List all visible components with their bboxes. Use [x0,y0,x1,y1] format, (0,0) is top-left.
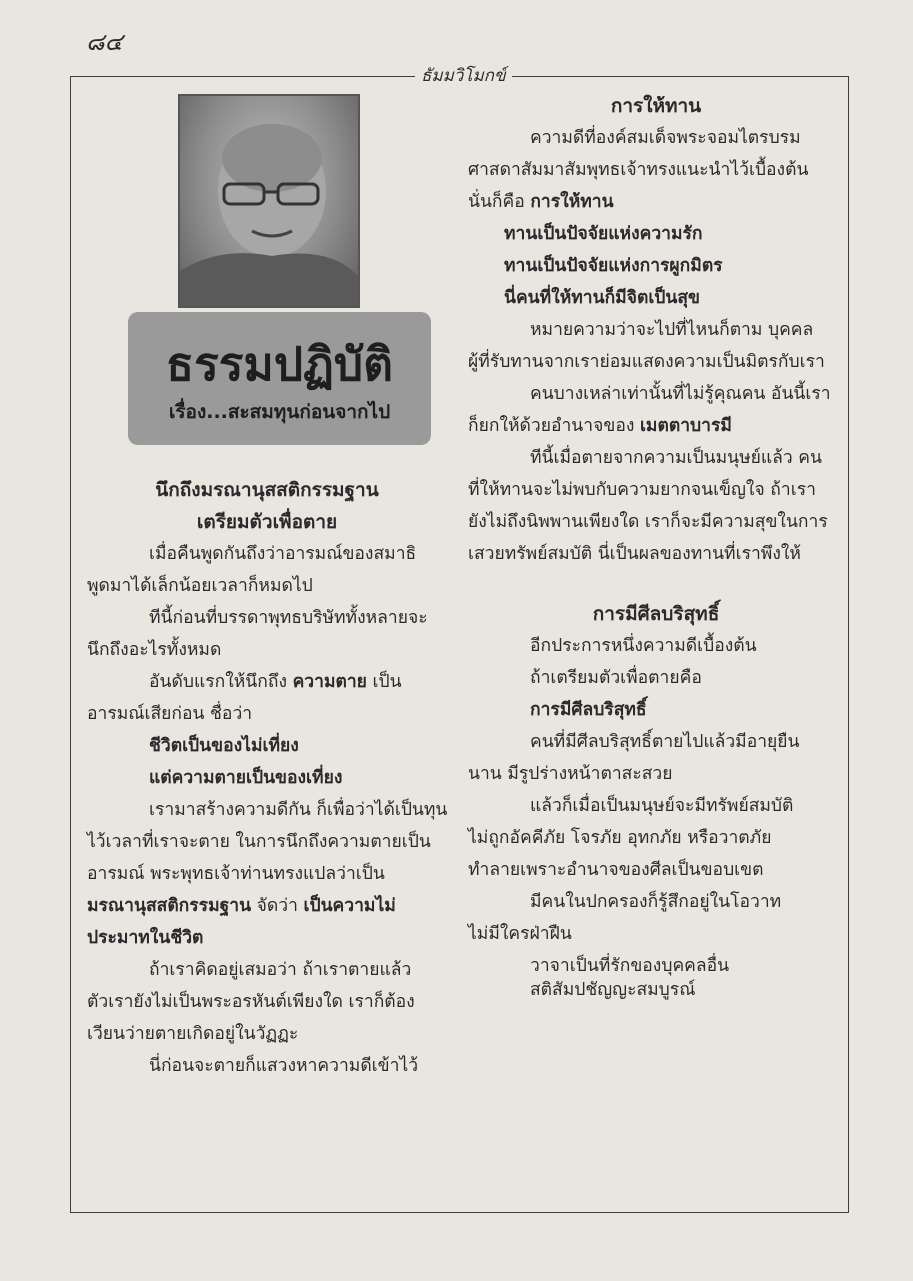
paragraph-line: คนบางเหล่าเท่านั้นที่ไม่รู้คุณคน อันนี้เรา [530,384,831,404]
paragraph-line: ไม่ถูกอัคคีภัย โจรภัย อุทกภัย หรือวาตภัย [468,828,772,848]
heading: ชีวิตเป็นของไม่เที่ยง [149,736,299,756]
paragraph-line: วาจาเป็นที่รักของบุคคลอื่น [530,956,730,976]
heading: นึกถึงมรณานุสสติกรรมฐาน [155,479,379,501]
heading: เตรียมตัวเพื่อตาย [196,511,338,533]
paragraph-line: เวียนว่ายตายเกิดอยู่ในวัฏฏะ [87,1024,299,1044]
heading: นี่คนที่ให้ทานก็มีจิตเป็นสุข [504,288,701,308]
paragraph-line: หมายความว่าจะไปที่ไหนก็ตาม บุคคล [530,320,814,340]
heading: การมีศีลบริสุทธิ์ [530,700,647,720]
page-number: ๘๔ [86,28,123,56]
paragraph-line: มีคนในปกครองก็รู้สึกอยู่ในโอวาท [530,892,782,912]
paragraph-line: ทีนี้ก่อนที่บรรดาพุทธบริษัททั้งหลายจะ [149,608,428,628]
paragraph-line: เรามาสร้างความดีกัน ก็เพื่อว่าได้เป็นทุน [149,800,448,820]
article-title: ธรรมปฏิบัติ [166,337,393,391]
heading: การมีศีลบริสุทธิ์ [592,603,720,625]
paragraph-line: ตัวเรายังไม่เป็นพระอรหันต์เพียงใด เราก็ต้อง [87,992,415,1012]
title-banner [128,312,431,445]
heading: การให้ทาน [610,95,702,117]
paragraph-line: ยังไม่ถึงนิพพานเพียงใด เราก็จะมีความสุขในการ [468,512,828,532]
paragraph-line: ทำลายเพราะอำนาจของศีลเป็นขอบเขต [468,860,764,880]
paragraph-line: มรณานุสสติกรรมฐาน จัดว่า เป็นความไม่ [87,896,396,916]
paragraph-line: อันดับแรกให้นึกถึง ความตาย เป็น [149,672,402,692]
paragraph-line: นาน มีรูปร่างหน้าตาสะสวย [468,764,673,784]
paragraph-line: เสวยทรัพย์สมบัติ นี่เป็นผลของทานที่เราพึงให้ [468,544,801,564]
paragraph-line: อารมณ์เสียก่อน ชื่อว่า [87,704,253,724]
paragraph-line: ก็ยกให้ด้วยอำนาจของ เมตตาบารมี [468,416,732,436]
paragraph-line: ถ้าเตรียมตัวเพื่อตายคือ [530,668,702,688]
paragraph-line: ไม่มีใครฝ่าฝืน [468,924,572,944]
heading: ทานเป็นปัจจัยแห่งการผูกมิตร [504,256,723,276]
paragraph-line: นี่ก่อนจะตายก็แสวงหาความดีเข้าไว้ [149,1056,419,1076]
right-column [468,96,844,1000]
monk-portrait-photo [178,94,360,308]
paragraph-line: ทีนี้เมื่อตายจากความเป็นมนุษย์แล้ว คน [530,448,822,468]
paragraph-line: เมื่อคืนพูดกันถึงว่าอารมณ์ของสมาธิ [149,544,417,564]
paragraph-line: นึกถึงอะไรทั้งหมด [87,640,222,660]
article-subtitle: เรื่อง...สะสมทุนก่อนจากไป [168,401,391,423]
paragraph-line: สติสัมปชัญญะสมบูรณ์ [530,980,696,1000]
paragraph-line: ประมาทในชีวิต [87,928,204,948]
paragraph-line: อีกประการหนึ่งความดีเบื้องต้น [530,636,757,656]
paragraph-line: ไว้เวลาที่เราจะตาย ในการนึกถึงความตายเป็น [87,832,431,852]
left-column [87,480,447,1076]
heading: แต่ความตายเป็นของเที่ยง [149,768,343,788]
paragraph-line: ศาสดาสัมมาสัมพุทธเจ้าทรงแนะนำไว้เบื้องต้น [468,160,809,180]
paragraph-line: พูดมาได้เล็กน้อยเวลาก็หมดไป [87,576,313,596]
paragraph-line: คนที่มีศีลบริสุทธิ์ตายไปแล้วมีอายุยืน [530,732,800,752]
paragraph-line: ถ้าเราคิดอยู่เสมอว่า ถ้าเราตายแล้ว [149,960,412,980]
heading: ทานเป็นปัจจัยแห่งความรัก [504,224,703,244]
paragraph-line: นั่นก็คือ การให้ทาน [468,192,614,212]
running-head: ธัมมวิโมกข์ [415,62,512,89]
paragraph-line: อารมณ์ พระพุทธเจ้าท่านทรงแปลว่าเป็น [87,864,385,884]
paragraph-line: แล้วก็เมื่อเป็นมนุษย์จะมีทรัพย์สมบัติ [530,796,794,816]
paragraph-line: ความดีที่องค์สมเด็จพระจอมไตรบรม [530,128,801,148]
paragraph-line: ที่ให้ทานจะไม่พบกับความยากจนเข็ญใจ ถ้าเรา [468,480,816,500]
paragraph-line: ผู้ที่รับทานจากเราย่อมแสดงความเป็นมิตรกับเรา [468,352,825,372]
